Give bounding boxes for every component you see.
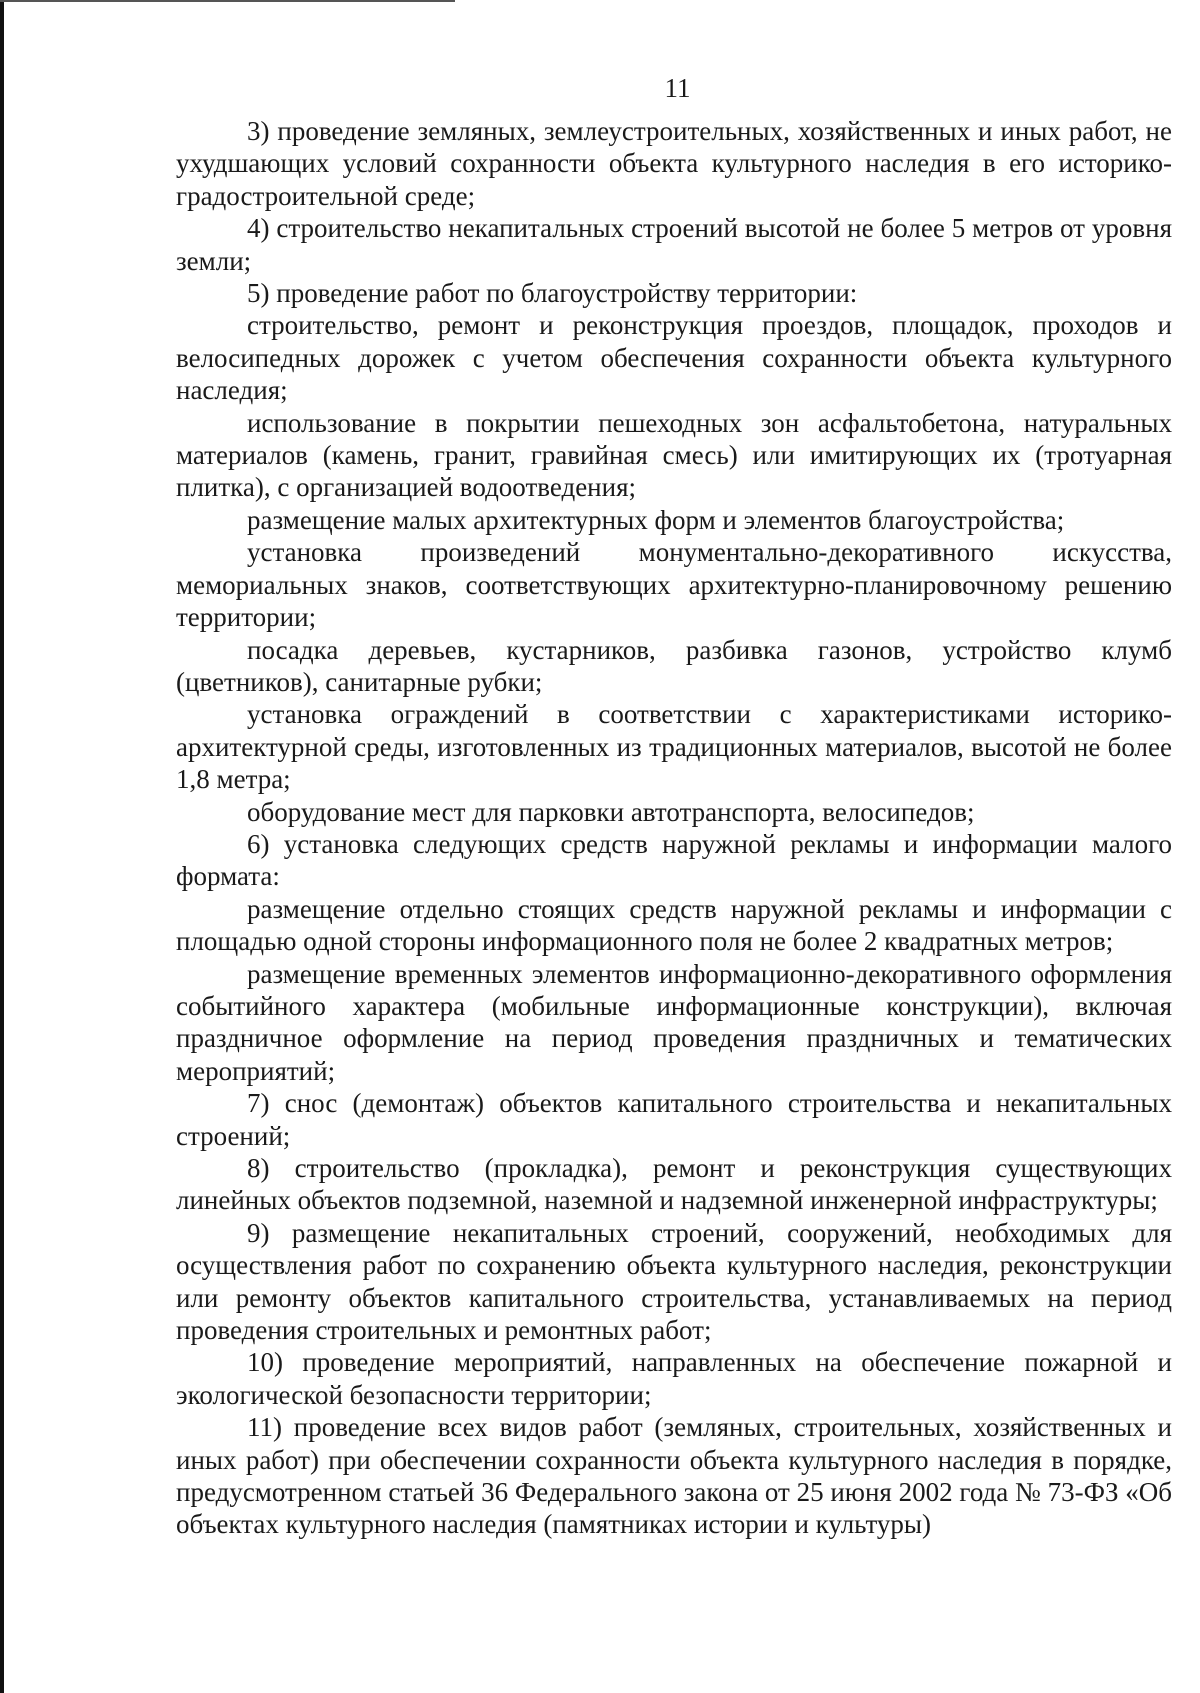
paragraph-temporary-decor: размещение временных элементов информационно-декоративного оформления событийного характера (мобильные информационные конструкции), включая праздничное оформление на период проведения праздничных и тематических мероприятий; [176,958,1172,1086]
document-body [176,115,1172,1541]
paragraph-item-4: 4) строительство некапитальных строений высотой не более 5 метров от уровня земли; [176,213,1172,276]
paragraph-item-6: 6) установка следующих средств наружной рекламы и информации малого формата: [176,828,1172,892]
paragraph-item-3: 3) проведение земляных, землеустроительных, хозяйственных и иных работ, не ухудшающих условий сохранности объекта культурного наследия в его историко-градостроительной среде; [176,116,1172,211]
paragraph-item-7: 7) снос (демонтаж) объектов капитального строительства и некапитальных строений; [176,1088,1172,1151]
paragraph-small-forms: размещение малых архитектурных форм и элементов благоустройства; [247,504,1065,535]
paragraph-item-9: 9) размещение некапитальных строений, сооружений, необходимых для осуществления работ по сохранению объекта культурного наследия, реконструкции или ремонту объектов капитального строительства, устанавливаемых на период проведения строительных и ремонтных работ; [176,1217,1172,1346]
paragraph-item-8: 8) строительство (прокладка), ремонт и реконструкция существующих линейных объектов подземной, наземной и надземной инженерной инфраструктуры; [176,1153,1172,1216]
scan-top-edge [0,0,455,2]
paragraph-passages-construction: строительство, ремонт и реконструкция проездов, площадок, проходов и велосипедных дорожек с учетом обеспечения сохранности объекта культурного наследия; [176,310,1172,406]
paragraph-parking: оборудование мест для парковки автотранспорта, велосипедов; [247,796,975,827]
paragraph-advertising-stands: размещение отдельно стоящих средств наружной рекламы и информации с площадью одной стороны информационного поля не более 2 квадратных метров; [176,893,1172,957]
paragraph-item-11: 11) проведение всех видов работ (земляных, строительных, хозяйственных и иных работ) при обеспечении сохранности объекта культурного наследия в порядке, предусмотренном статьей 36 Федерального закона от 25 июня 2002 года № 73-ФЗ «Об объектах культурного наследия (памятниках истории и культуры) [176,1412,1172,1540]
paragraph-monumental-art: установка произведений монументально-декоративного искусства, мемориальных знаков, соответствующих архитектурно-планировочному решению территории; [176,537,1172,633]
paragraph-item-5: 5) проведение работ по благоустройству территории: [247,278,858,309]
paragraph-fences: установка ограждений в соответствии с характеристиками историко-архитектурной среды, изготовленных из традиционных материалов, высотой не более 1,8 метра; [176,699,1172,795]
scan-left-edge [0,0,4,1693]
paragraph-planting: посадка деревьев, кустарников, разбивка газонов, устройство клумб (цветников), санитарные рубки; [176,634,1172,697]
paragraph-item-10: 10) проведение мероприятий, направленных на обеспечение пожарной и экологической безопасности территории; [176,1347,1172,1410]
paragraph-pavement-materials: использование в покрытии пешеходных зон асфальтобетона, натуральных материалов (камень, гранит, гравийная смесь) или имитирующих их (тротуарная плитка), с организацией водоотведения; [176,407,1172,503]
page-number: 11 [664,73,691,103]
